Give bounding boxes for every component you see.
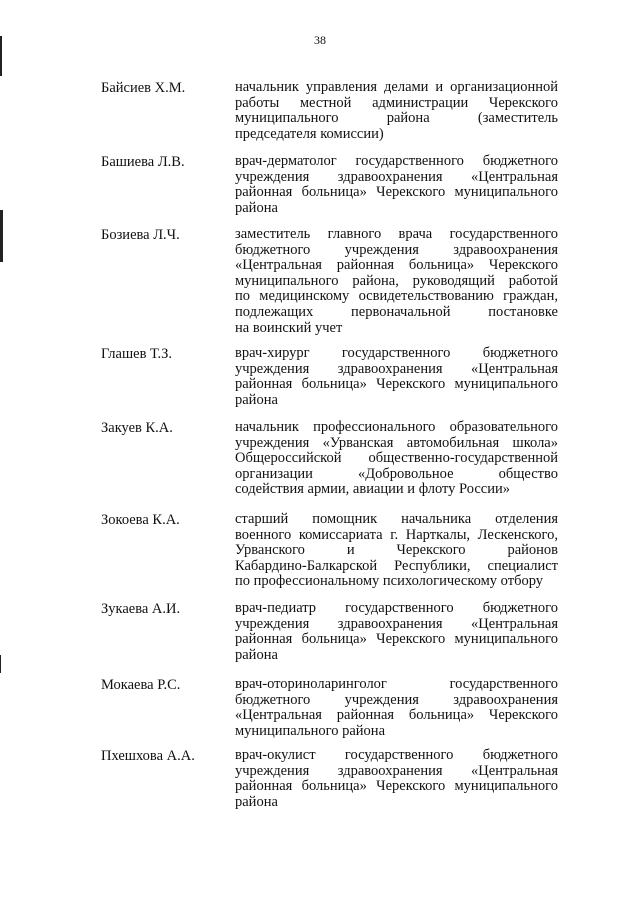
position-line: района	[235, 794, 278, 810]
position-line: организации «Добровольное общество	[235, 466, 558, 482]
position-line: Кабардино-Балкарской Республики, специалист	[235, 558, 558, 574]
member-name: Бозиева Л.Ч.	[101, 227, 180, 243]
position-line: учреждения «Урванская автомобильная школа»	[235, 435, 558, 451]
position-line: муниципального района, руководящий работой	[235, 273, 558, 289]
position-line: «Центральная районная больница» Черекского	[235, 258, 558, 274]
position-line: районная больница» Черекского муниципального	[235, 779, 558, 795]
member-position	[235, 154, 558, 216]
position-line: врач-окулист государственного бюджетного	[235, 748, 558, 763]
position-line: районная больница» Черекского муниципального	[235, 185, 558, 201]
position-line: заместитель главного врача государственного	[235, 227, 558, 242]
scan-edge-mark	[0, 36, 2, 76]
member-position	[235, 420, 558, 498]
position-line: начальник профессионального образовательного	[235, 420, 558, 435]
position-line: по профессиональному психологическому отбору	[235, 574, 544, 590]
position-line: района	[235, 647, 278, 663]
position-line: Общероссийской общественно-государственной	[235, 451, 558, 467]
member-name: Зокоева К.А.	[101, 512, 180, 528]
page-number: 38	[314, 33, 326, 47]
member-name: Зукаева А.И.	[101, 601, 181, 617]
member-position	[235, 677, 558, 739]
position-line: учреждения здравоохранения «Центральная	[235, 361, 558, 377]
member-position	[235, 227, 558, 336]
position-line: содействия армии, авиации и флоту России»	[235, 482, 510, 498]
member-name: Башиева Л.В.	[101, 154, 185, 170]
position-line: бюджетного учреждения здравоохранения	[235, 242, 558, 258]
member-name: Байсиев Х.М.	[101, 80, 186, 96]
member-position	[235, 748, 558, 810]
position-line: муниципального района (заместитель	[235, 111, 558, 127]
position-line: учреждения здравоохранения «Центральная	[235, 616, 558, 632]
position-line: врач-хирург государственного бюджетного	[235, 346, 558, 361]
position-line: «Центральная районная больница» Черекского	[235, 708, 558, 724]
position-line: Урванского и Черекского районов	[235, 543, 558, 559]
position-line: по медицинскому освидетельствованию граждан,	[235, 289, 558, 305]
member-name: Мокаева Р.С.	[101, 677, 181, 693]
member-name: Глашев Т.З.	[101, 346, 172, 362]
position-line: муниципального района	[235, 723, 385, 739]
member-position	[235, 601, 558, 663]
position-line: начальник управления делами и организационной	[235, 80, 558, 95]
member-position	[235, 80, 558, 142]
position-line: района	[235, 392, 278, 408]
scan-edge-mark	[0, 210, 3, 262]
position-line: районная больница» Черекского муниципального	[235, 632, 558, 648]
position-line: военного комиссариата г. Нарткалы, Лескенского,	[235, 527, 558, 543]
position-line: учреждения здравоохранения «Центральная	[235, 169, 558, 185]
position-line: на воинский учет	[235, 320, 343, 336]
position-line: старший помощник начальника отделения	[235, 512, 558, 527]
position-line: подлежащих первоначальной постановке	[235, 304, 558, 320]
position-line: районная больница» Черекского муниципального	[235, 377, 558, 393]
position-line: врач-оториноларинголог государственного	[235, 677, 558, 692]
position-line: врач-дерматолог государственного бюджетного	[235, 154, 558, 169]
member-position	[235, 512, 558, 590]
member-name: Пхешхова А.А.	[101, 748, 195, 764]
position-line: работы местной администрации Черекского	[235, 95, 558, 111]
position-line: бюджетного учреждения здравоохранения	[235, 692, 558, 708]
scan-edge-mark	[0, 655, 1, 673]
member-name: Закуев К.А.	[101, 420, 173, 436]
position-line: врач-педиатр государственного бюджетного	[235, 601, 558, 616]
position-line: района	[235, 200, 278, 216]
member-position	[235, 346, 558, 408]
position-line: председателя комиссии)	[235, 126, 384, 142]
position-line: учреждения здравоохранения «Центральная	[235, 763, 558, 779]
